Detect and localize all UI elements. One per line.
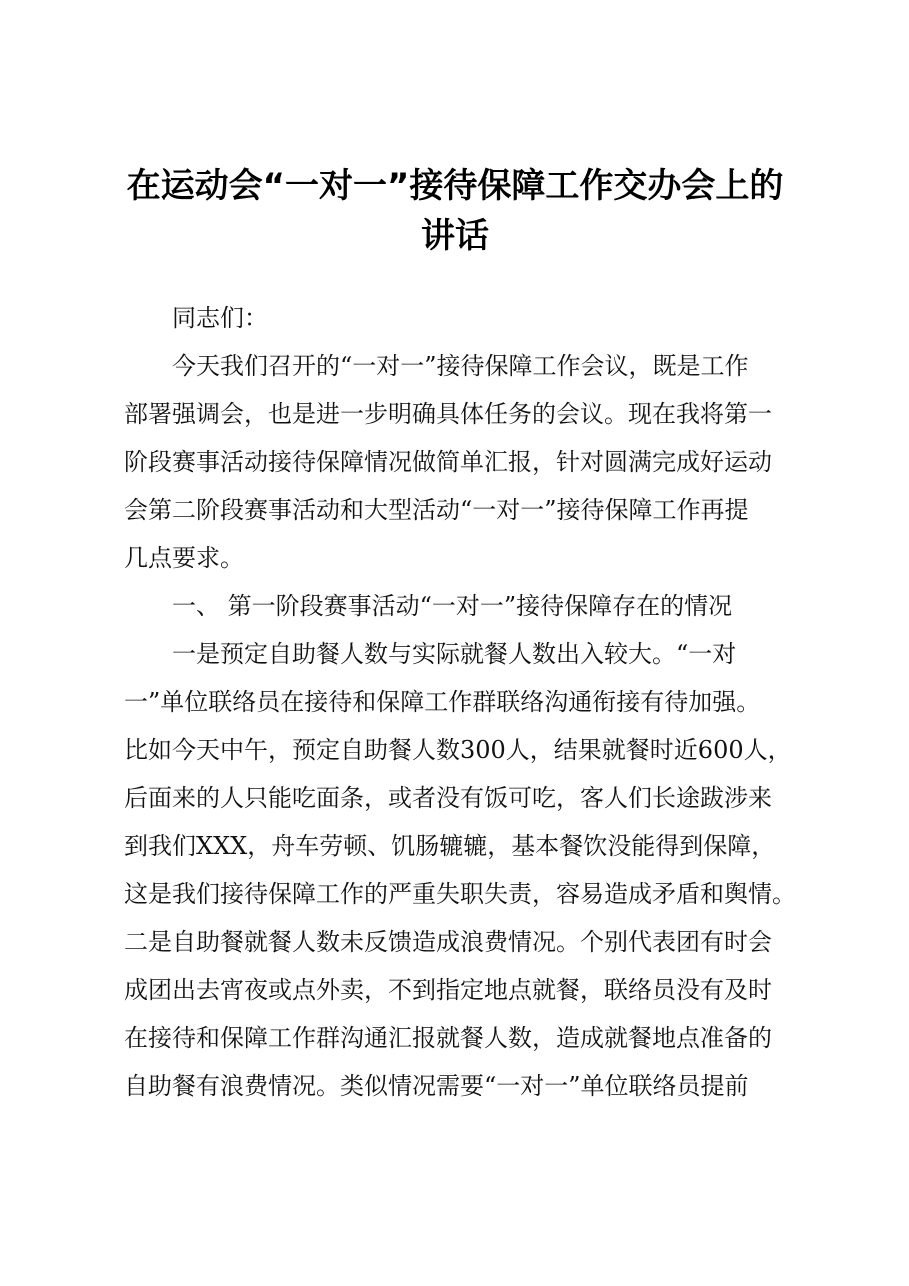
paragraph-line: 几点要求。	[124, 544, 244, 572]
paragraph-line: 这是我们接待保障工作的严重失职失责，容易造成矛盾和舆情。	[124, 880, 796, 908]
paragraph-line: 成团出去宵夜或点外卖，不到指定地点就餐，联络员没有及时	[124, 976, 772, 1004]
document-title-line-1: 在运动会“一对一”接待保障工作交办会上的	[126, 166, 784, 206]
paragraph-line: 在接待和保障工作群沟通汇报就餐人数，造成就餐地点准备的	[124, 1024, 772, 1052]
paragraph-line: 今天我们召开的“一对一”接待保障工作会议，既是工作	[172, 352, 749, 380]
section-heading: 一、 第一阶段赛事活动“一对一”接待保障存在的情况	[172, 592, 733, 620]
paragraph-line: 后面来的人只能吃面条，或者没有饭可吃，客人们长途跋涉来	[124, 784, 772, 812]
paragraph-line: 阶段赛事活动接待保障情况做简单汇报，针对圆满完成好运动	[124, 448, 772, 476]
paragraph-line: 到我们XXX，舟车劳顿、饥肠辘辘，基本餐饮没能得到保障，	[124, 832, 776, 860]
paragraph-line: 一”单位联络员在接待和保障工作群联络沟通衔接有待加强。	[124, 688, 761, 716]
paragraph-line: 比如今天中午，预定自助餐人数300人，结果就餐时近600人，	[124, 736, 792, 764]
document-title-line-2: 讲话	[421, 216, 489, 256]
paragraph-line: 一是预定自助餐人数与实际就餐人数出入较大。“一对	[172, 640, 737, 668]
paragraph-line: 会第二阶段赛事活动和大型活动“一对一”接待保障工作再提	[124, 496, 749, 524]
paragraph-line: 部署强调会，也是进一步明确具体任务的会议。现在我将第一	[124, 400, 772, 428]
salutation: 同志们：	[172, 304, 268, 332]
paragraph-line: 二是自助餐就餐人数未反馈造成浪费情况。个别代表团有时会	[124, 928, 772, 956]
paragraph-line: 自助餐有浪费情况。类似情况需要“一对一”单位联络员提前	[124, 1072, 749, 1100]
